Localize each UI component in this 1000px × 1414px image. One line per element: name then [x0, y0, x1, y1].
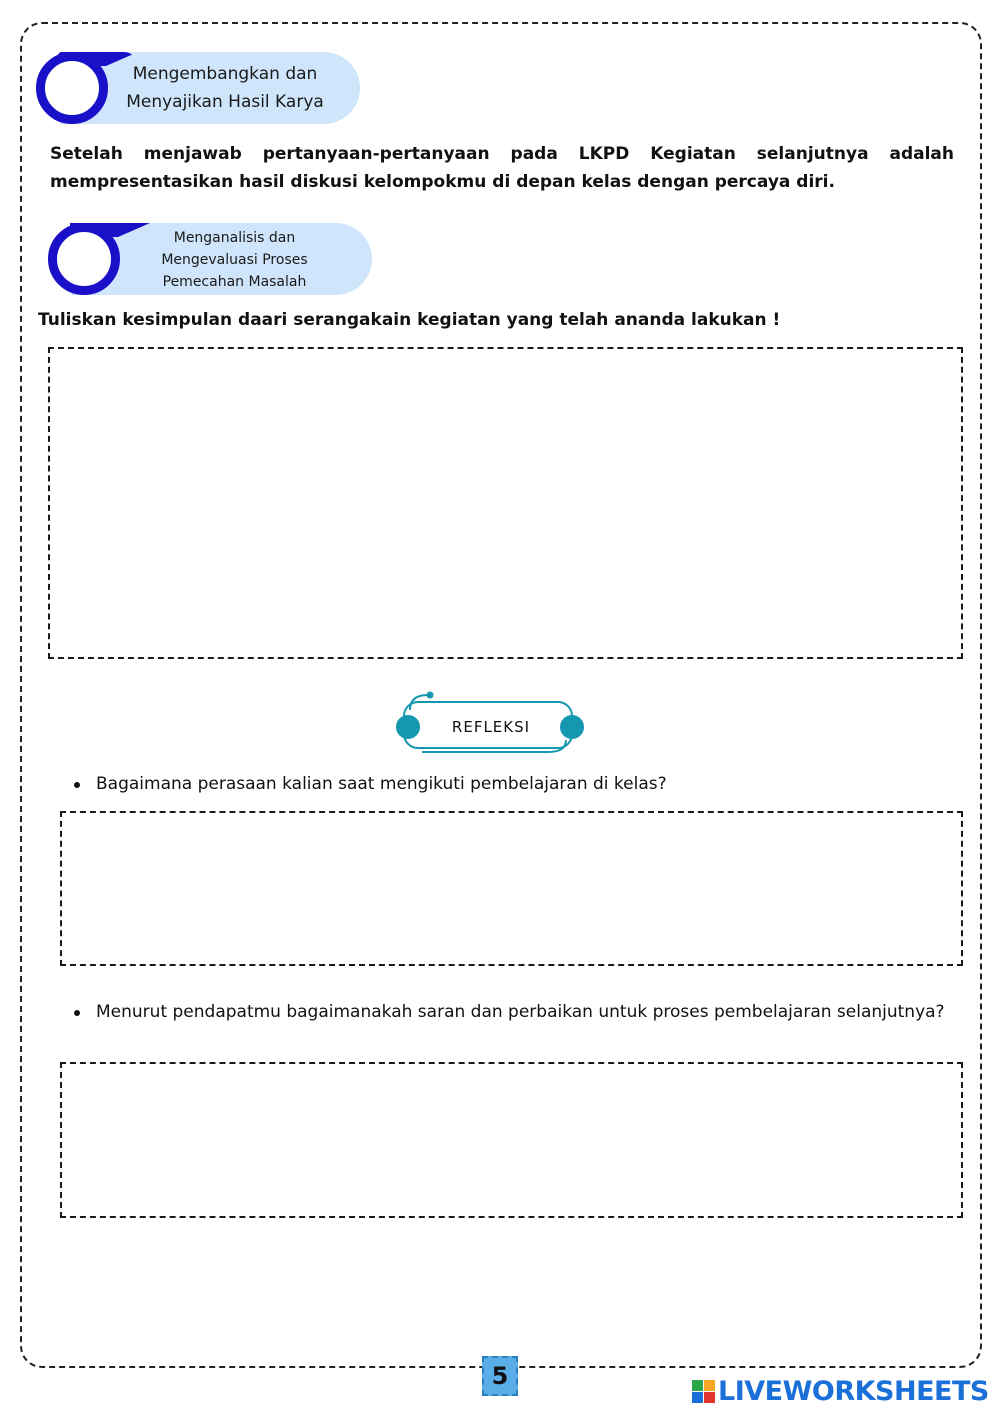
liveworksheets-logo-icon: [692, 1380, 716, 1404]
section-header-mengembangkan: [60, 52, 360, 124]
conclusion-answer-box[interactable]: [48, 347, 963, 659]
refleksi-badge: [396, 690, 586, 756]
question-text: Bagaimana perasaan kalian saat mengikuti pembelajaran di kelas?: [96, 774, 667, 794]
circle-icon: [48, 223, 120, 295]
intro-paragraph: Setelah menjawab pertanyaan-pertanyaan pada LKPD Kegiatan selanjutnya adalah mempresentasikan hasil diskusi kelompokmu di depan kelas dengan percaya diri.: [50, 144, 954, 192]
section-header-label: Mengembangkan dan Menyajikan Hasil Karya: [126, 64, 324, 112]
question-text: Menurut pendapatmu bagaimanakah saran dan perbaikan untuk proses pembelajaran selanjutnya?: [96, 1002, 945, 1022]
refleksi-label: REFLEKSI: [451, 718, 531, 736]
page-number: 5: [482, 1356, 518, 1396]
question-item: [74, 770, 964, 800]
bullet-icon: [74, 782, 80, 788]
question-item: [74, 998, 964, 1058]
reflection-answer-box-2[interactable]: [60, 1062, 963, 1218]
reflection-answer-box-1[interactable]: [60, 811, 963, 966]
section-header-label: Menganalisis dan Mengevaluasi Proses Pemecahan Masalah: [161, 230, 308, 290]
circle-icon: [36, 52, 108, 124]
liveworksheets-wordmark: LIVEWORKSHEETS: [718, 1376, 989, 1407]
section-header-menganalisis: [72, 223, 372, 295]
bullet-icon: [74, 1010, 80, 1016]
conclusion-instruction: Tuliskan kesimpulan daari serangakain kegiatan yang telah ananda lakukan !: [38, 310, 781, 330]
